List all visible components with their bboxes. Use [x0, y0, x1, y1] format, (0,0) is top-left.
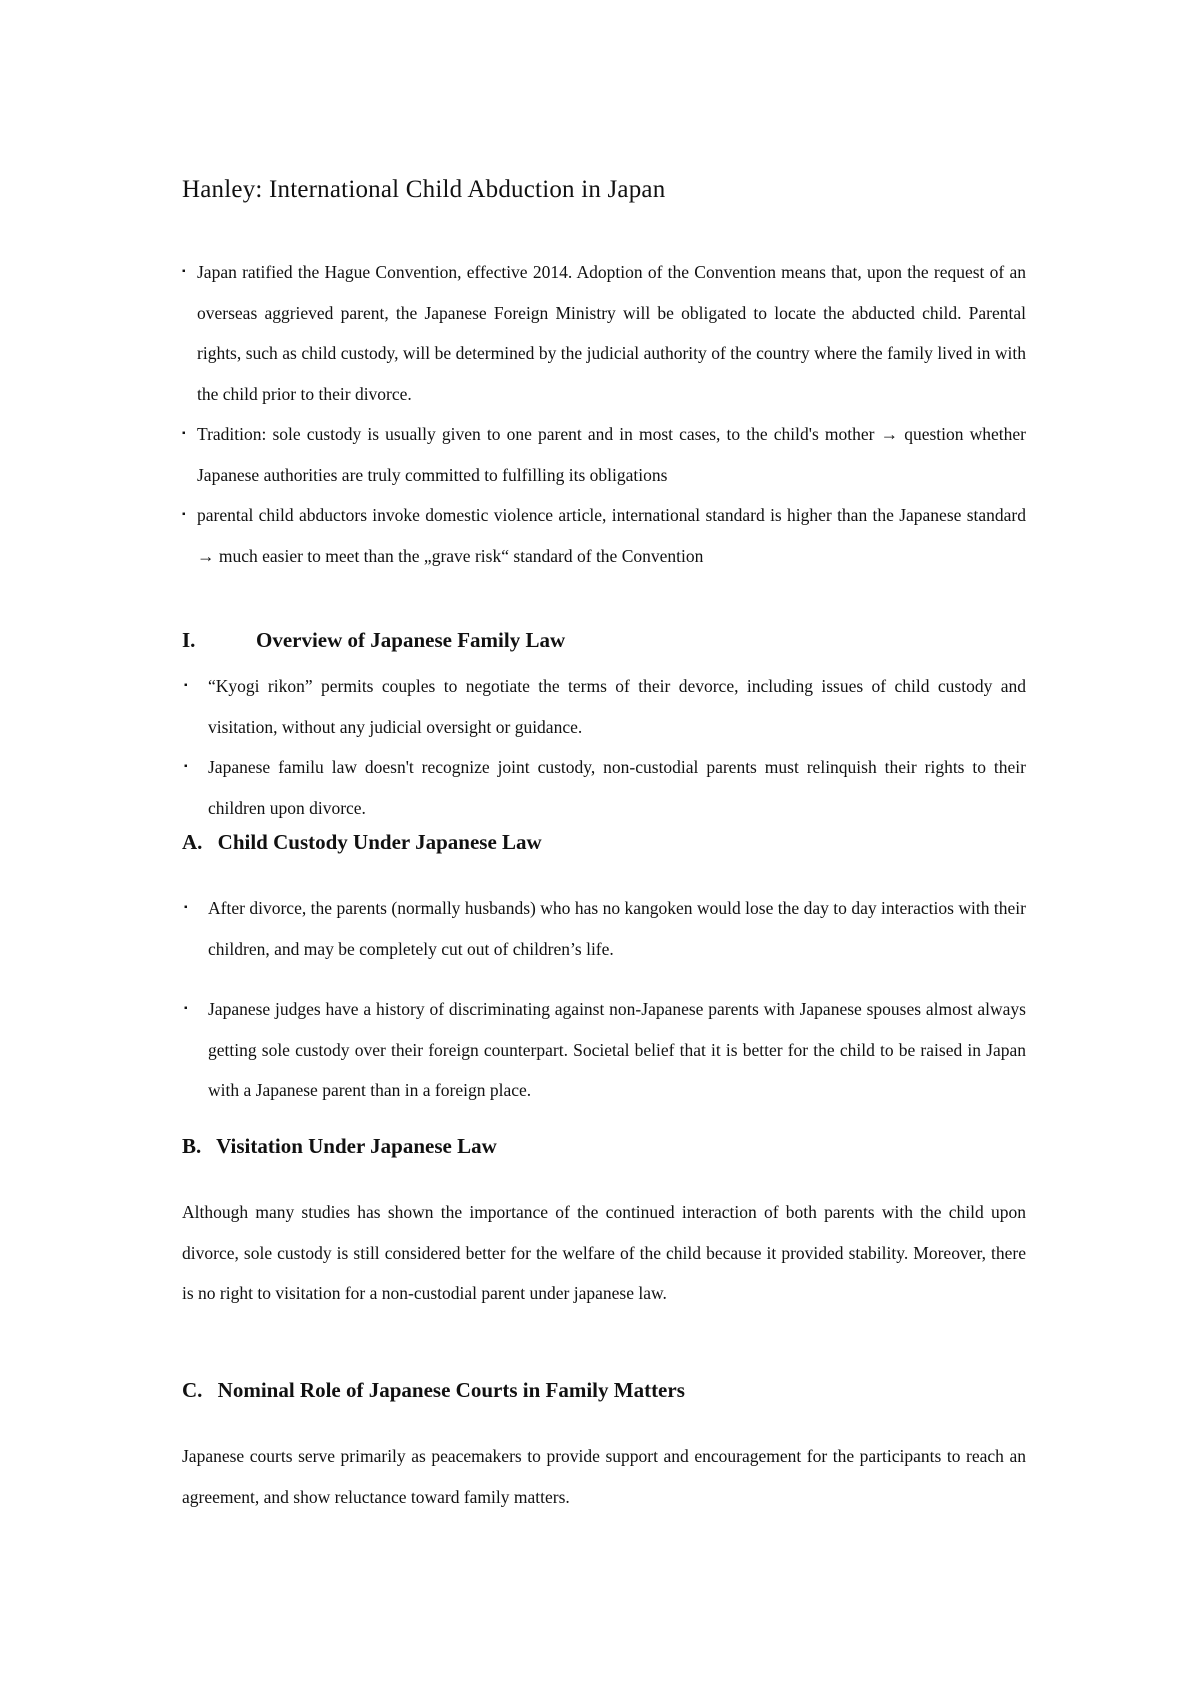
section-number: C. — [182, 1378, 203, 1402]
list-item: ▪ parental child abductors invoke domestic violence article, international standard is higher than the Japanese standard → much easier to meet than the „grave risk“ standard of the Convention — [182, 495, 1026, 576]
list-item: ▪ Japanese judges have a history of discriminating against non-Japanese parents with Japanese spouses almost always getting sole custody over their foreign counterpart. Societal belief that it is better for the child to be raised in Japan with a Japanese parent than in a foreign place. — [182, 989, 1026, 1111]
document-title: Hanley: International Child Abduction in Japan — [182, 176, 666, 203]
section-heading-text: Child Custody Under Japanese Law — [217, 830, 542, 854]
section-heading-overview — [182, 628, 565, 653]
section-number: B. — [182, 1134, 202, 1158]
section-heading-courts — [182, 1378, 685, 1403]
section-heading-text: Visitation Under Japanese Law — [216, 1134, 497, 1158]
courts-paragraph: Japanese courts serve primarily as peacemakers to provide support and encouragement for the participants to reach an agreement, and show reluctance toward family matters. — [182, 1446, 1026, 1507]
list-item: ▪ Japanese familu law doesn't recognize joint custody, non-custodial parents must relinquish their rights to their children upon divorce. — [182, 747, 1026, 828]
section-heading-text: Overview of Japanese Family Law — [256, 628, 566, 652]
section-number: I. — [182, 628, 196, 652]
list-item: ▪ “Kyogi rikon” permits couples to negotiate the terms of their devorce, including issues of child custody and visitation, without any judicial oversight or guidance. — [182, 666, 1026, 747]
overview-bullet-list — [182, 666, 1026, 828]
child-custody-bullet-list — [182, 888, 1026, 1111]
section-number: A. — [182, 830, 203, 854]
list-item: ▪ Tradition: sole custody is usually given to one parent and in most cases, to the child's mother → question whether Japanese authorities are truly committed to fulfilling its obligations — [182, 414, 1026, 495]
section-heading-text: Nominal Role of Japanese Courts in Family Matters — [217, 1378, 685, 1402]
list-item: ▪ Japan ratified the Hague Convention, effective 2014. Adoption of the Convention means that, upon the request of an overseas aggrieved parent, the Japanese Foreign Ministry will be obligated to locate the abducted child. Parental rights, such as child custody, will be determined by the judicial authority of the country where the family lived in with the child prior to their divorce. — [182, 252, 1026, 414]
visitation-paragraph: Although many studies has shown the importance of the continued interaction of both parents with the child upon divorce, sole custody is still considered better for the welfare of the child because it provided stability. Moreover, there is no right to visitation for a non-custodial parent under japanese law. — [182, 1202, 1026, 1303]
list-item: ▪ After divorce, the parents (normally husbands) who has no kangoken would lose the day to day interactios with their children, and may be completely cut out of children’s life. — [182, 888, 1026, 969]
section-heading-child-custody — [182, 830, 542, 855]
intro-bullet-list — [182, 252, 1026, 576]
section-heading-visitation — [182, 1134, 497, 1159]
